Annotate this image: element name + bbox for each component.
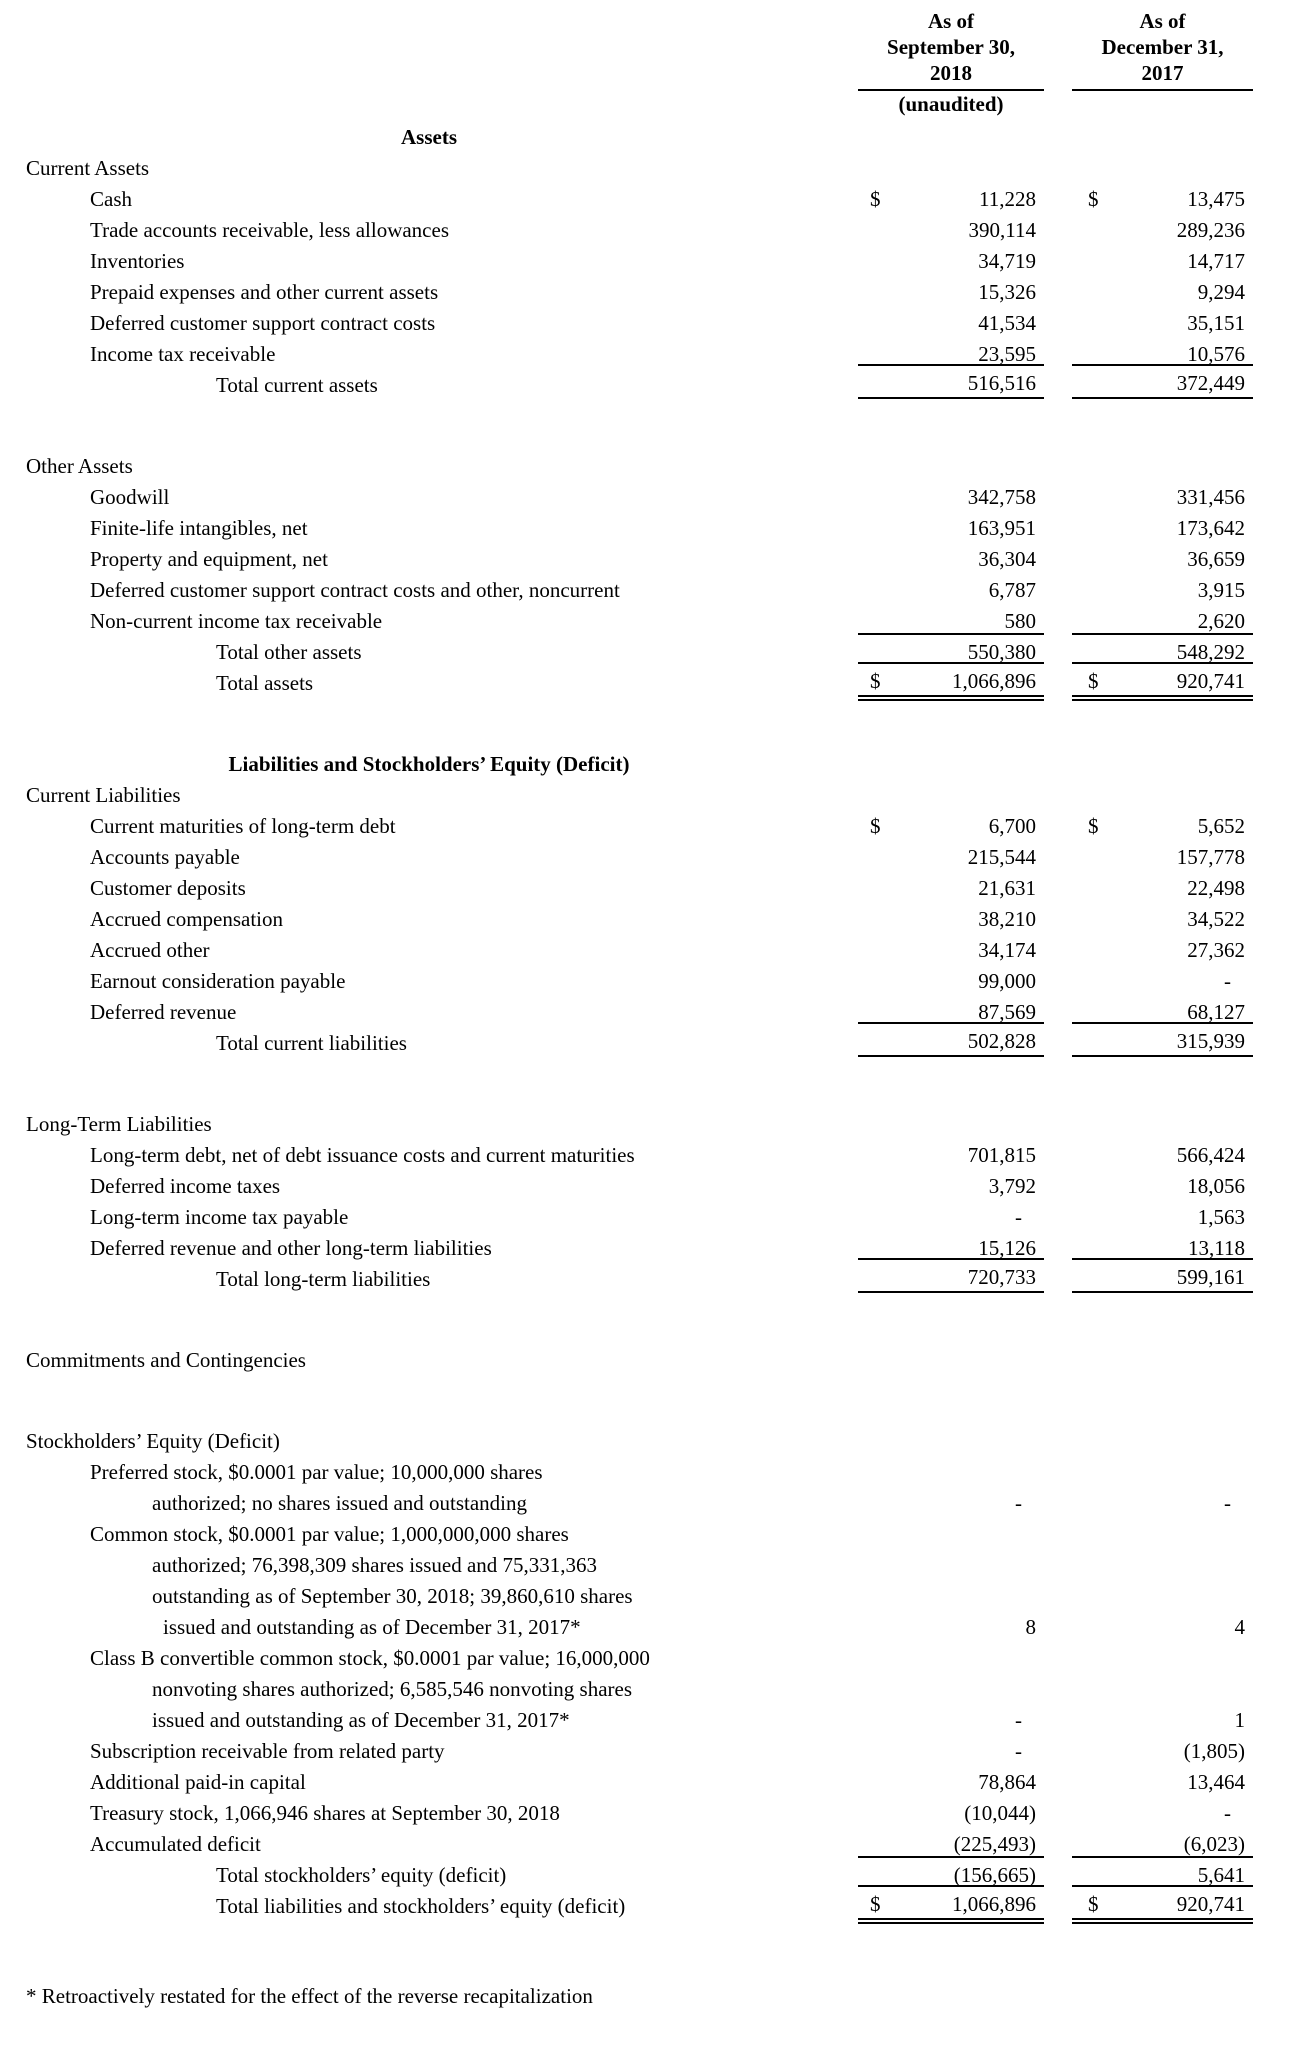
value-col1 [858,1641,1044,1672]
row-finite-life-intangibles-net [0,511,1315,542]
value-col1 [858,213,1044,244]
value-col1 [858,604,1044,635]
value: 315,939 [1176,1029,1245,1053]
value-col1 [858,1765,1044,1796]
value-col1 [858,1517,1044,1548]
row-label: Total current liabilities [216,1031,407,1055]
row-trade-accounts-receivable-less-allowances [0,213,1315,244]
value-col2 [1072,1107,1253,1138]
row-label: Total assets [216,671,314,695]
row-label: authorized; 76,398,309 shares issued and 75,331,363 [152,1553,598,1577]
value: 157,778 [1176,845,1245,869]
value-col2 [1072,1703,1253,1734]
row-label: issued and outstanding as of December 31, 2017* [163,1615,581,1639]
row-label: Trade accounts receivable, less allowances [90,218,449,242]
value-col1 [858,809,1044,840]
value-col2 [1072,1734,1253,1765]
value: 1,563 [1197,1205,1245,1229]
row-total-assets [0,666,1315,697]
row-label: Current maturities of long-term debt [90,814,396,838]
value-col1 [858,747,1044,778]
row-label: Accumulated deficit [90,1832,261,1856]
row-subscription-receivable-from-related-party [0,1734,1315,1765]
dollar-sign: $ [870,187,881,211]
row-label: Deferred customer support contract costs and other, noncurrent [90,578,620,602]
value-col2 [1072,747,1253,778]
row-label: Total other assets [216,640,362,664]
value-col2 [1072,151,1253,182]
value: 10,576 [1187,342,1245,366]
value: 1 [1234,1708,1245,1732]
value: 78,864 [978,1770,1036,1794]
row-label: Deferred revenue [90,1000,237,1024]
row-nonvoting-shares-authorized-6-585-546-nonvoting- [0,1672,1315,1703]
row-treasury-stock-1-066-946-shares-at-september-30- [0,1796,1315,1827]
row-label: Current Liabilities [26,783,181,807]
row-label: Property and equipment, net [90,547,328,571]
row-issued-and-outstanding-as-of-december-31-2017 [0,1703,1315,1734]
row-label: Common stock, $0.0001 par value; 1,000,000,000 shares [90,1522,569,1546]
value-col2 [1072,1169,1253,1200]
column-header-2017-lines [1072,8,1253,91]
value: 8 [1025,1615,1036,1639]
row-label: Long-term debt, net of debt issuance costs and current maturities [90,1143,635,1167]
value-col2 [1072,1885,1253,1920]
value: (225,493) [953,1832,1036,1856]
value: 21,631 [978,876,1036,900]
row-label: Accounts payable [90,845,240,869]
value: 22,498 [1187,876,1245,900]
value: 920,741 [1176,669,1245,693]
value: 13,464 [1187,1770,1245,1794]
value: 15,126 [978,1236,1036,1260]
row-label: nonvoting shares authorized; 6,585,546 nonvoting shares [152,1677,633,1701]
row-common-stock-0-0001-par-value-1-000-000-000-shar [0,1517,1315,1548]
value-col1 [858,933,1044,964]
row-liabilities-and-stockholders-equity-deficit [0,747,1315,778]
row-label: Total liabilities and stockholders’ equity (deficit) [216,1894,626,1918]
value: 720,733 [967,1265,1036,1289]
value: - [1015,1708,1022,1732]
row-goodwill [0,480,1315,511]
row-label: Finite-life intangibles, net [90,516,308,540]
value: 18,056 [1187,1174,1245,1198]
row-deferred-customer-support-contract-costs-and-oth [0,573,1315,604]
value-col1 [858,1548,1044,1579]
row-label: Income tax receivable [90,342,276,366]
value: 1,066,896 [952,669,1036,693]
value: 502,828 [967,1029,1036,1053]
dollar-sign: $ [1088,187,1099,211]
value-col2 [1072,1424,1253,1455]
value-col1 [858,449,1044,480]
value-col2 [1072,840,1253,871]
value-col2 [1072,1765,1253,1796]
value-col2 [1072,480,1253,511]
value-col1 [858,1579,1044,1610]
value: 6,700 [988,814,1036,838]
row-label: Total long-term liabilities [216,1267,431,1291]
value: (156,665) [953,1863,1036,1887]
row-label: authorized; no shares issued and outstanding [152,1491,528,1515]
column-header-2017-line2: December 31, [1101,35,1224,59]
column-header-2018-line3: 2018 [930,61,972,85]
column-header-2017 [1072,8,1253,118]
row-label: Earnout consideration payable [90,969,346,993]
row-label: Treasury stock, 1,066,946 shares at September 30, 2018 [90,1801,560,1825]
row-additional-paid-in-capital [0,1765,1315,1796]
value: 68,127 [1187,1000,1245,1024]
value: 27,362 [1187,938,1245,962]
column-gap [1044,8,1072,118]
value: 342,758 [967,485,1036,509]
value-col2 [1072,275,1253,306]
value: 36,659 [1187,547,1245,571]
row-other-assets [0,449,1315,480]
value: 516,516 [967,371,1036,395]
value-col2 [1072,449,1253,480]
value: 1,066,896 [952,1892,1036,1916]
value: - [1224,1491,1231,1515]
row-property-and-equipment-net [0,542,1315,573]
value: 34,522 [1187,907,1245,931]
value: 701,815 [967,1143,1036,1167]
value-col2 [1072,1200,1253,1231]
value: 372,449 [1176,371,1245,395]
value-col2 [1072,1796,1253,1827]
row-current-liabilities [0,778,1315,809]
value: - [1015,1205,1022,1229]
row-total-current-liabilities [0,1026,1315,1057]
row-label: Other Assets [26,454,133,478]
value-col1 [858,1827,1044,1858]
value-col2 [1072,933,1253,964]
value: 390,114 [968,218,1036,242]
value: 6,787 [988,578,1036,602]
value: 13,475 [1187,187,1245,211]
value: 5,641 [1197,1863,1245,1887]
row-label: Long-term income tax payable [90,1205,349,1229]
value-col1 [858,778,1044,809]
row-label: Commitments and Contingencies [26,1348,306,1372]
value-col1 [858,1885,1044,1920]
footnote: * Retroactively restated for the effect of the reverse recapitalization [26,1984,593,2008]
value-col2 [1072,1517,1253,1548]
value-col1 [858,964,1044,995]
value: 23,595 [978,342,1036,366]
value: 920,741 [1176,1892,1245,1916]
value-col1 [858,840,1044,871]
value-col1 [858,1796,1044,1827]
value: (1,805) [1183,1739,1245,1763]
spacer-row [0,1293,1315,1343]
row-label: Additional paid-in capital [90,1770,306,1794]
value: 9,294 [1197,280,1245,304]
value-col2 [1072,902,1253,933]
value-col2 [1072,778,1253,809]
spacer-row [0,1374,1315,1424]
unaudited-note: (unaudited) [898,92,1004,116]
row-label: Goodwill [90,485,170,509]
row-outstanding-as-of-september-30-2018-39-860-610-s [0,1579,1315,1610]
value-col1 [858,1610,1044,1641]
row-total-current-assets [0,368,1315,399]
row-label: Accrued other [90,938,210,962]
value-col1 [858,1455,1044,1486]
value: 15,326 [978,280,1036,304]
value: 3,915 [1197,578,1245,602]
value-col2 [1072,182,1253,213]
value: 289,236 [1176,218,1245,242]
value-col1 [858,1486,1044,1517]
table-header [0,0,1315,118]
value: 3,792 [988,1174,1036,1198]
value-col1 [858,1258,1044,1293]
value-col1 [858,902,1044,933]
value-col2 [1072,809,1253,840]
balance-sheet-rows [0,120,1315,1920]
value: 599,161 [1176,1265,1245,1289]
value: 38,210 [978,907,1036,931]
value-col2 [1072,213,1253,244]
value-col1 [858,1672,1044,1703]
row-accounts-payable [0,840,1315,871]
row-preferred-stock-0-0001-par-value-10-000-000-shar [0,1455,1315,1486]
value-col1 [858,542,1044,573]
row-label: Total current assets [216,373,378,397]
dollar-sign: $ [870,814,881,838]
value-col1 [858,306,1044,337]
value-col2 [1072,1641,1253,1672]
row-label: Inventories [90,249,185,273]
value-col2 [1072,1827,1253,1858]
row-class-b-convertible-common-stock-0-0001-par-valu [0,1641,1315,1672]
value-col1 [858,480,1044,511]
value-col2 [1072,1343,1253,1374]
value: 580 [1004,609,1036,633]
spacer-row [0,697,1315,747]
value-col1 [858,1200,1044,1231]
value: 5,652 [1197,814,1245,838]
row-accrued-other [0,933,1315,964]
value-col2 [1072,1672,1253,1703]
value-col2 [1072,1610,1253,1641]
value: 36,304 [978,547,1036,571]
value-col1 [858,871,1044,902]
value-col2 [1072,511,1253,542]
value: 173,642 [1176,516,1245,540]
column-header-2018-lines [858,8,1044,91]
row-stockholders-equity-deficit [0,1424,1315,1455]
value: 550,380 [967,640,1036,664]
value-col1 [858,1703,1044,1734]
row-label: Liabilities and Stockholders’ Equity (Deficit) [228,752,630,776]
value: 566,424 [1176,1143,1245,1167]
value: 215,544 [967,845,1036,869]
row-assets [0,120,1315,151]
row-label: outstanding as of September 30, 2018; 39,860,610 shares [152,1584,633,1608]
value-col1 [858,1138,1044,1169]
row-label: Current Assets [26,156,150,180]
column-header-2018-line2: September 30, [887,35,1015,59]
row-current-assets [0,151,1315,182]
value: - [1015,1739,1022,1763]
row-label: Deferred customer support contract costs [90,311,436,335]
row-total-long-term-liabilities [0,1262,1315,1293]
row-authorized-76-398-309-shares-issued-and-75-331-3 [0,1548,1315,1579]
value-col2 [1072,364,1253,399]
value-col2 [1072,1022,1253,1057]
value-col2 [1072,244,1253,275]
row-label: Assets [401,125,457,149]
row-inventories [0,244,1315,275]
spacer-row [0,399,1315,449]
value-col1 [858,1734,1044,1765]
value: 11,228 [979,187,1036,211]
dollar-sign: $ [870,669,881,693]
value-col2 [1072,1258,1253,1293]
row-label: Subscription receivable from related party [90,1739,445,1763]
value: 2,620 [1197,609,1245,633]
value-col2 [1072,1486,1253,1517]
row-non-current-income-tax-receivable [0,604,1315,635]
value-col1 [858,1022,1044,1057]
value: - [1224,1801,1231,1825]
dollar-sign: $ [1088,814,1099,838]
value: (6,023) [1183,1832,1245,1856]
value-col1 [858,1343,1044,1374]
value-col2 [1072,1548,1253,1579]
row-authorized-no-shares-issued-and-outstanding [0,1486,1315,1517]
value: 14,717 [1187,249,1245,273]
value-col1 [858,275,1044,306]
spacer-row [0,1057,1315,1107]
row-current-maturities-of-long-term-debt [0,809,1315,840]
row-label: Cash [90,187,132,211]
row-label: issued and outstanding as of December 31, 2017* [152,1708,570,1732]
value-col2 [1072,120,1253,151]
value-col1 [858,364,1044,399]
value: 87,569 [978,1000,1036,1024]
value-col2 [1072,306,1253,337]
header-label-spacer [0,8,858,118]
value-col2 [1072,542,1253,573]
column-header-2018 [858,8,1044,118]
row-commitments-and-contingencies [0,1343,1315,1374]
value-col1 [858,182,1044,213]
value-col1 [858,244,1044,275]
value-col2 [1072,871,1253,902]
value: - [1015,1491,1022,1515]
value-col2 [1072,964,1253,995]
value: 331,456 [1176,485,1245,509]
row-cash [0,182,1315,213]
value: 163,951 [967,516,1036,540]
row-label: Stockholders’ Equity (Deficit) [26,1429,280,1453]
row-issued-and-outstanding-as-of-december-31-2017 [0,1610,1315,1641]
value-col2 [1072,573,1253,604]
row-long-term-income-tax-payable [0,1200,1315,1231]
value-col1 [858,151,1044,182]
value-col2 [1072,1455,1253,1486]
value-col1 [858,1424,1044,1455]
value-col1 [858,573,1044,604]
dollar-sign: $ [870,1892,881,1916]
row-customer-deposits [0,871,1315,902]
column-header-2017-line1: As of [1139,9,1186,33]
row-label: Deferred revenue and other long-term liabilities [90,1236,492,1260]
value-col1 [858,1169,1044,1200]
dollar-sign: $ [1088,669,1099,693]
dollar-sign: $ [1088,1892,1099,1916]
value: 4 [1234,1615,1245,1639]
column-header-2018-line1: As of [927,9,975,33]
value-col2 [1072,1579,1253,1610]
value-col1 [858,120,1044,151]
value: 34,719 [978,249,1036,273]
value: 41,534 [978,311,1036,335]
row-label: Customer deposits [90,876,246,900]
value: 34,174 [978,938,1036,962]
row-accumulated-deficit [0,1827,1315,1858]
row-accrued-compensation [0,902,1315,933]
value: (10,044) [964,1801,1036,1825]
row-label: Deferred income taxes [90,1174,281,1198]
row-label: Accrued compensation [90,907,284,931]
value: 13,118 [1188,1236,1245,1260]
row-label: Total stockholders’ equity (deficit) [216,1863,507,1887]
row-prepaid-expenses-and-other-current-assets [0,275,1315,306]
row-label: Prepaid expenses and other current assets [90,280,439,304]
value-col1 [858,1107,1044,1138]
row-long-term-liabilities [0,1107,1315,1138]
column-header-2017-line3: 2017 [1141,61,1184,85]
value-col1 [858,511,1044,542]
row-total-liabilities-and-stockholders-equity-defici [0,1889,1315,1920]
row-label: Non-current income tax receivable [90,609,383,633]
row-deferred-income-taxes [0,1169,1315,1200]
value-col2 [1072,1138,1253,1169]
row-label: Long-Term Liabilities [26,1112,212,1136]
row-deferred-customer-support-contract-costs [0,306,1315,337]
value: 99,000 [978,969,1036,993]
row-earnout-consideration-payable [0,964,1315,995]
value: - [1224,969,1231,993]
value-col2 [1072,662,1253,697]
value-col1 [858,662,1044,697]
value-col2 [1072,604,1253,635]
row-label: Class B convertible common stock, $0.0001 par value; 16,000,000 [90,1646,650,1670]
value: 35,151 [1187,311,1245,335]
row-label: Preferred stock, $0.0001 par value; 10,000,000 shares [90,1460,543,1484]
row-long-term-debt-net-of-debt-issuance-costs-and-cu [0,1138,1315,1169]
value: 548,292 [1176,640,1245,664]
